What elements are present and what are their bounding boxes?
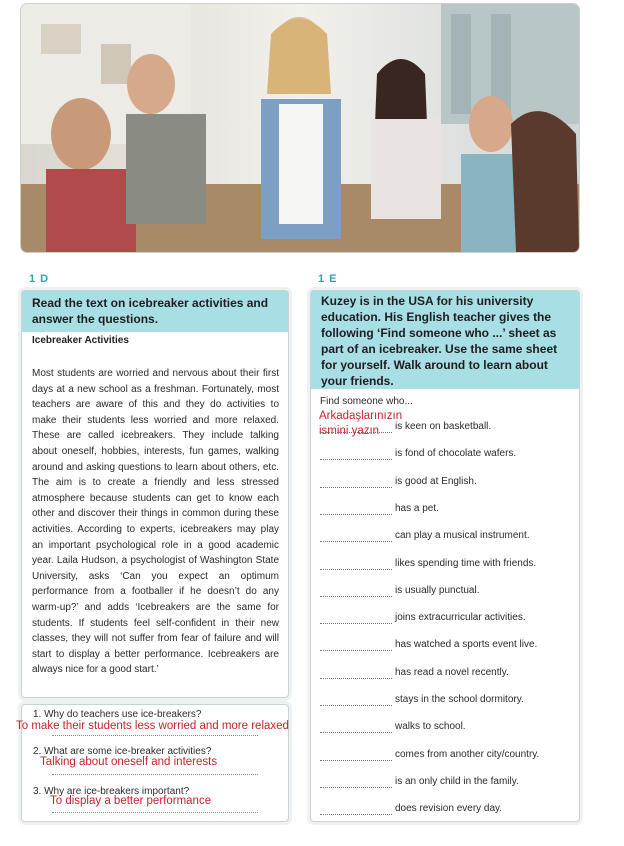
question-1: 1. Why do teachers use ice-breakers? [33,709,202,720]
name-blank[interactable] [320,694,392,706]
answer-line-2 [52,773,258,775]
find-someone-item [320,694,524,706]
find-someone-item-text: is fond of chocolate wafers. [395,448,517,460]
name-blank[interactable] [320,776,392,788]
name-blank[interactable] [320,503,392,515]
find-someone-item [320,585,480,597]
name-blank[interactable] [320,530,392,542]
find-someone-card [310,290,580,822]
classroom-photo [21,4,579,252]
answer-3[interactable]: To display a better performance [50,795,212,807]
section-d-instruction: Read the text on icebreaker activities and answer the questions. [22,291,288,332]
find-someone-item-text: is an only child in the family. [395,775,519,787]
find-someone-item [320,612,526,624]
find-someone-item-text: stays in the school dormitory. [395,694,524,705]
name-blank[interactable] [320,639,392,651]
find-someone-item-text: can play a musical instrument. [395,530,530,542]
name-blank[interactable] [320,476,392,488]
find-someone-item [320,558,536,570]
section-e-instruction: Kuzey is in the USA for his university education. His English teacher gives the following ‘Find someone who ...’ sheet as part of an icebreaker. Use the same sheet for yourself. Walk around to learn about your friends. [311,291,579,389]
find-someone-item [320,667,509,679]
find-someone-item-text: comes from another city/country. [395,748,540,760]
name-blank[interactable] [320,721,392,733]
article-title: Icebreaker Activities [32,335,129,346]
name-blank[interactable] [320,421,392,433]
question-3: 3. Why are ice-breakers important? [33,786,190,797]
answer-line-3 [52,811,258,813]
find-someone-item [320,476,477,488]
find-someone-item [320,530,530,542]
find-someone-item-text: has a pet. [395,502,439,514]
handwritten-note-2: ismini yazın [319,425,380,437]
find-someone-item-text: walks to school. [395,721,466,733]
find-someone-item [320,421,491,433]
find-someone-item-text: has read a novel recently. [395,666,509,678]
find-someone-item [320,721,466,733]
name-blank[interactable] [320,585,392,597]
find-someone-item-text: joins extracurricular activities. [395,612,526,624]
name-blank[interactable] [320,667,392,679]
handwritten-note-1: Arkadaşlarınızın [319,410,403,422]
answer-line-1 [52,734,258,736]
find-someone-item-text: does revision every day. [395,803,503,815]
find-someone-item-text: is usually punctual. [395,584,480,596]
find-someone-intro: Find someone who... [320,396,413,407]
section-d-label: 1 D [29,273,50,285]
article-text: Most students are worried and nervous about their first days at a new school as a freshman. Fortunately, most teachers are aware of this and they do activities to make their students less worried and more relaxed. These are called icebreakers. They include talking about oneself, hobbies, interests, fun games, walking around and asking questions to learn about others, etc. The aim is to create a friendly and less stressed atmosphere because students can get to know each other and discover their things in common during these activities. According to experts, icebreakers may play an important psychological role in a good academic year. Laila Hudson, a psychologist of Washington State University, asks ‘Can you expect an optimum performance from a footballer if he doesn’t do any warm-up?’ and adds ‘Icebreakers are the same for students. If students feel self-confident in their new classes, they will not suffer from fear of failure and will start to display a better performance. Icebreakers are always nice for a good start.’ [32,368,279,676]
answer-1[interactable]: To make their students less worried and more relaxed [16,720,289,732]
section-e-label: 1 E [318,273,338,285]
name-blank[interactable] [320,803,392,815]
find-someone-item-text: likes spending time with friends. [395,557,537,569]
name-blank[interactable] [320,448,392,460]
name-blank[interactable] [320,558,392,570]
find-someone-item [320,749,539,761]
find-someone-item [320,503,439,515]
name-blank[interactable] [320,612,392,624]
find-someone-item-text: has watched a sports event live. [395,639,538,651]
find-someone-item [320,776,519,788]
find-someone-item [320,803,502,815]
name-blank[interactable] [320,749,392,761]
article-card [21,290,289,698]
find-someone-item [320,448,516,460]
find-someone-item-text: is keen on basketball. [395,421,492,432]
answer-2[interactable]: Talking about oneself and interests [40,756,218,768]
find-someone-item [320,639,537,651]
question-2: 2. What are some ice-breaker activities? [33,746,212,757]
find-someone-item-text: is good at English. [395,475,477,487]
